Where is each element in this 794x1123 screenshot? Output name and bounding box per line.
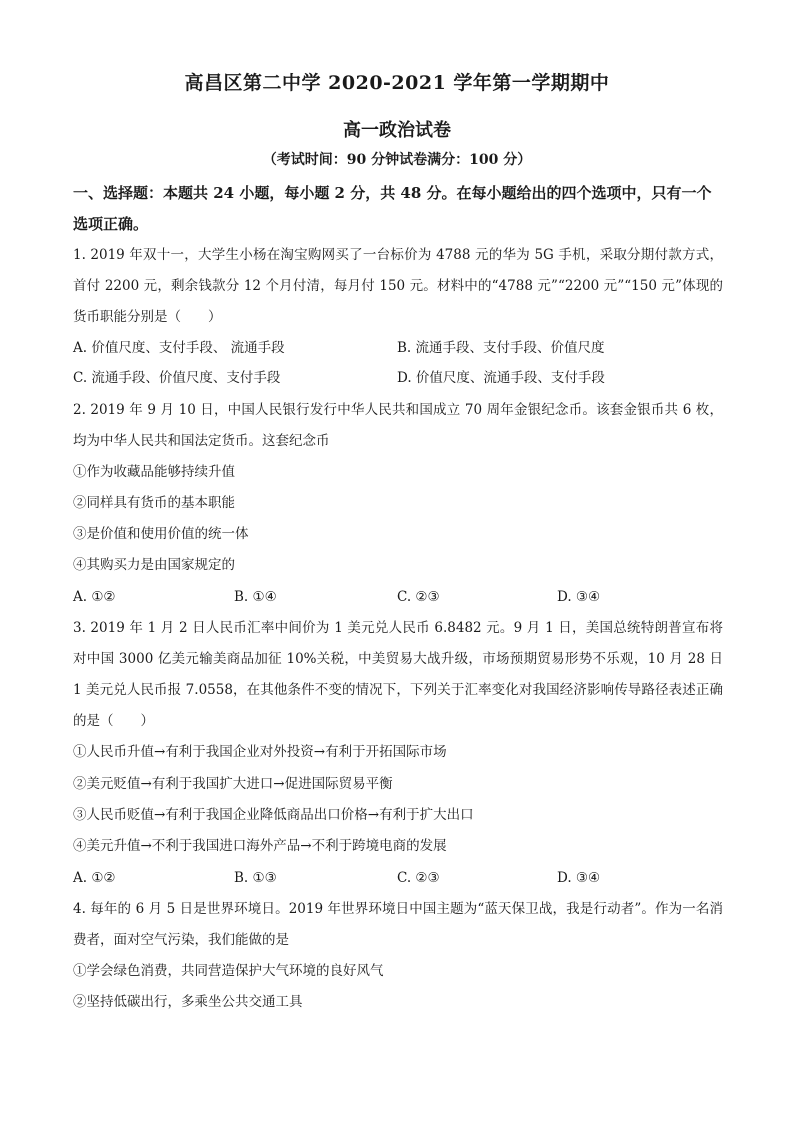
question-3-option-d: D. ③④ xyxy=(557,870,601,886)
question-3-stem: 3. 2019 年 1 月 2 日人民币汇率中间价为 1 美元兑人民币 6.8482 元。9 月 1 日，美国总统特朗普宣布将对中国 3000 亿美元输美商品加征 10%关税，中美贸易大战升级，市场预期贸易形势不乐观，10 月 28 日 1 美元兑人民币报 7.0558，在其他条件不变的情况下，下列关于汇率变化对我国经济影响传导路径表述正确的是（ ） xyxy=(73,620,723,729)
question-2-stem: 2. 2019 年 9 月 10 日，中国人民银行发行中华人民共和国成立 70 周年金银纪念币。该套金银币共 6 枚，均为中华人民共和国法定货币。这套纪念币 xyxy=(73,402,723,449)
question-1-option-b: B. 流通手段、支付手段、价值尺度 xyxy=(397,340,605,356)
question-2-item: ③是价值和使用价值的统一体 xyxy=(73,526,249,542)
question-2-item: ②同样具有货币的基本职能 xyxy=(73,495,235,511)
exam-title: 高昌区第二中学 2020-2021 学年第一学期期中 xyxy=(184,72,610,94)
question-3-item: ②美元贬值→有利于我国扩大进口→促进国际贸易平衡 xyxy=(73,776,393,792)
question-3-item: ③人民币贬值→有利于我国企业降低商品出口价格→有利于扩大出口 xyxy=(73,807,474,823)
question-4-item: ①学会绿色消费，共同营造保护大气环境的良好风气 xyxy=(73,963,384,979)
question-2-item: ①作为收藏品能够持续升值 xyxy=(73,464,235,480)
exam-info: （考试时间：90 分钟试卷满分：100 分） xyxy=(262,152,532,168)
question-3-option-a: A. ①② xyxy=(73,870,116,886)
question-3-option-c: C. ②③ xyxy=(397,870,440,886)
question-3-item: ①人民币升值→有利于我国企业对外投资→有利于开拓国际市场 xyxy=(73,744,447,760)
question-2-item: ④其购买力是由国家规定的 xyxy=(73,557,235,573)
question-1-stem: 1. 2019 年双十一，大学生小杨在淘宝购网买了一台标价为 4788 元的华为 5G 手机，采取分期付款方式，首付 2200 元，剩余钱款分 12 个月付清，每月付 150 元。材料中的“4788 元”“2200 元”“150 元”体现的货币职能分别是（ ） xyxy=(73,247,723,325)
question-2-option-d: D. ③④ xyxy=(557,589,601,605)
question-1-option-d: D. 价值尺度、流通手段、支付手段 xyxy=(397,370,605,386)
question-2-option-a: A. ①② xyxy=(73,589,116,605)
question-4-item: ②坚持低碳出行，多乘坐公共交通工具 xyxy=(73,994,303,1010)
question-1-option-a: A. 价值尺度、支付手段、 流通手段 xyxy=(73,340,285,356)
question-4-stem: 4. 每年的 6 月 5 日是世界环境日。2019 年世界环境日中国主题为“蓝天保卫战，我是行动者”。作为一名消费者，面对空气污染，我们能做的是 xyxy=(73,901,723,948)
question-2-option-b: B. ①④ xyxy=(234,589,277,605)
question-3-option-b: B. ①③ xyxy=(234,870,277,886)
section-heading: 一、选择题：本题共 24 小题，每小题 2 分，共 48 分。在每小题给出的四个选项中，只有一个选项正确。 xyxy=(73,184,712,233)
question-2-option-c: C. ②③ xyxy=(397,589,440,605)
exam-subtitle: 高一政治试卷 xyxy=(343,120,451,141)
question-1-option-c: C. 流通手段、价值尺度、支付手段 xyxy=(73,370,281,386)
question-3-item: ④美元升值→不利于我国进口海外产品→不利于跨境电商的发展 xyxy=(73,838,447,854)
